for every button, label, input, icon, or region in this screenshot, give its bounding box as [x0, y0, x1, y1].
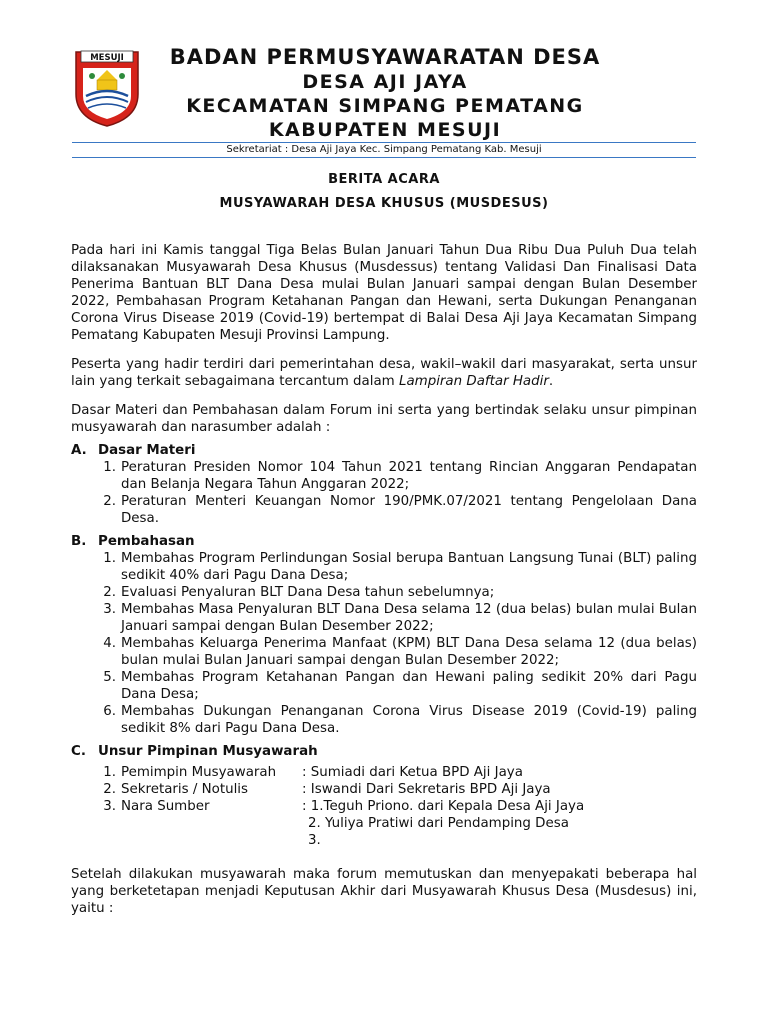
letterhead-line-4: KABUPATEN MESUJI: [268, 119, 502, 141]
secretariat-address: Sekretariat : Desa Aji Jaya Kec. Simpang Pematang Kab. Mesuji: [226, 144, 542, 155]
basis-paragraph: Dasar Materi dan Pembahasan dalam Forum ini serta yang bertindak selaku unsur pimpinan musyawarah dan narasumber adalah :: [71, 403, 697, 435]
narasumber-3: 3.: [308, 833, 321, 848]
opening-paragraph: Pada hari ini Kamis tanggal Tiga Belas Bulan Januari Tahun Dua Ribu Dua Puluh Dua telah dilaksanakan Musyawarah Desa Khusus (Musdessus) tentang Validasi Dan Finalisasi Data Penerima Bantuan BLT Dana Desa mulai Bulan Januari sampai dengan Bulan Desember 2022, Pembahasan Program Ketahanan Pangan dan Hewani, serta Dukungan Penanganan Corona Virus Disease 2019 (Covid-19) bertempat di Balai Desa Aji Jaya Kecamatan Simpang Pematang Kabupaten Mesuji Provinsi Lampung.: [71, 243, 697, 343]
list-item: 3. Membahas Masa Penyaluran BLT Dana Desa selama 12 (dua belas) bulan mulai Bulan Januari sampai dengan Bulan Desember 2022;: [103, 602, 697, 634]
doc-title: BERITA ACARA: [328, 172, 440, 187]
letterhead-line-2: DESA AJI JAYA: [302, 71, 468, 93]
section-b-list: [71, 550, 697, 737]
list-item: 1. Peraturan Presiden Nomor 104 Tahun 2021 tentang Rincian Anggaran Pendapatan dan Belanja Negara Tahun Anggaran 2022;: [103, 460, 697, 492]
list-item: 1. Membahas Program Perlindungan Sosial berupa Bantuan Langsung Tunai (BLT) paling sedikit 40% dari Pagu Dana Desa;: [103, 551, 697, 583]
section-a-heading: A. Dasar Materi: [71, 443, 196, 458]
section-b-heading: B. Pembahasan: [71, 534, 195, 549]
attendance-appendix: Lampiran Daftar Hadir: [399, 374, 549, 389]
doc-subtitle: MUSYAWARAH DESA KHUSUS (MUSDESUS): [219, 196, 549, 211]
divider-bottom: [72, 157, 696, 158]
list-item: 5. Membahas Program Ketahanan Pangan dan Hewani paling sedikit 20% dari Pagu Dana Desa;: [103, 670, 697, 702]
mesuji-regency-logo: [72, 48, 142, 128]
divider-top: [72, 142, 696, 143]
participants-paragraph: Peserta yang hadir terdiri dari pemerintahan desa, wakil–wakil dari masyarakat, serta unsur lain yang terkait sebagaimana tercantum dalam Lampiran Daftar Hadir.: [71, 357, 697, 389]
letterhead-line-3: KECAMATAN SIMPANG PEMATANG: [186, 95, 584, 117]
narasumber-2: 2. Yuliya Pratiwi dari Pendamping Desa: [308, 816, 569, 831]
list-item: 2. Evaluasi Penyaluran BLT Dana Desa tahun sebelumnya;: [103, 585, 495, 600]
letterhead: [150, 44, 620, 142]
list-item: 6. Membahas Dukungan Penanganan Corona Virus Disease 2019 (Covid-19) paling sedikit 8% dari Pagu Dana Desa.: [103, 704, 697, 736]
list-item: 4. Membahas Keluarga Penerima Manfaat (KPM) BLT Dana Desa selama 12 (dua belas) bulan mulai Bulan Januari sampai dengan Bulan Desember 2022;: [103, 636, 697, 668]
list-item: 2. Peraturan Menteri Keuangan Nomor 190/PMK.07/2021 tentang Pengelolaan Dana Desa.: [103, 494, 697, 526]
logo-text: MESUJI: [90, 53, 124, 63]
closing-paragraph: Setelah dilakukan musyawarah maka forum memutuskan dan menyepakati beberapa hal yang berketetapan menjadi Keputusan Akhir dari Musyawarah Khusus Desa (Musdesus) ini, yaitu :: [71, 867, 697, 916]
letterhead-line-1: BADAN PERMUSYAWARATAN DESA: [169, 45, 601, 69]
section-c-table: 1. Pemimpin Musyawarah : Sumiadi dari Ketua BPD Aji Jaya 2. Sekretaris / Notulis : Iswandi Dari Sekretaris BPD Aji Jaya 3. Nara Sumber : 1.Teguh Priono. dari Kepala Desa Aji Jaya 2. Yuliya Pratiwi dari Pendamping Desa 3.: [103, 765, 585, 848]
section-c-heading: C. Unsur Pimpinan Musyawarah: [71, 744, 318, 759]
section-a-list: [71, 459, 697, 527]
document-body: [71, 242, 697, 929]
